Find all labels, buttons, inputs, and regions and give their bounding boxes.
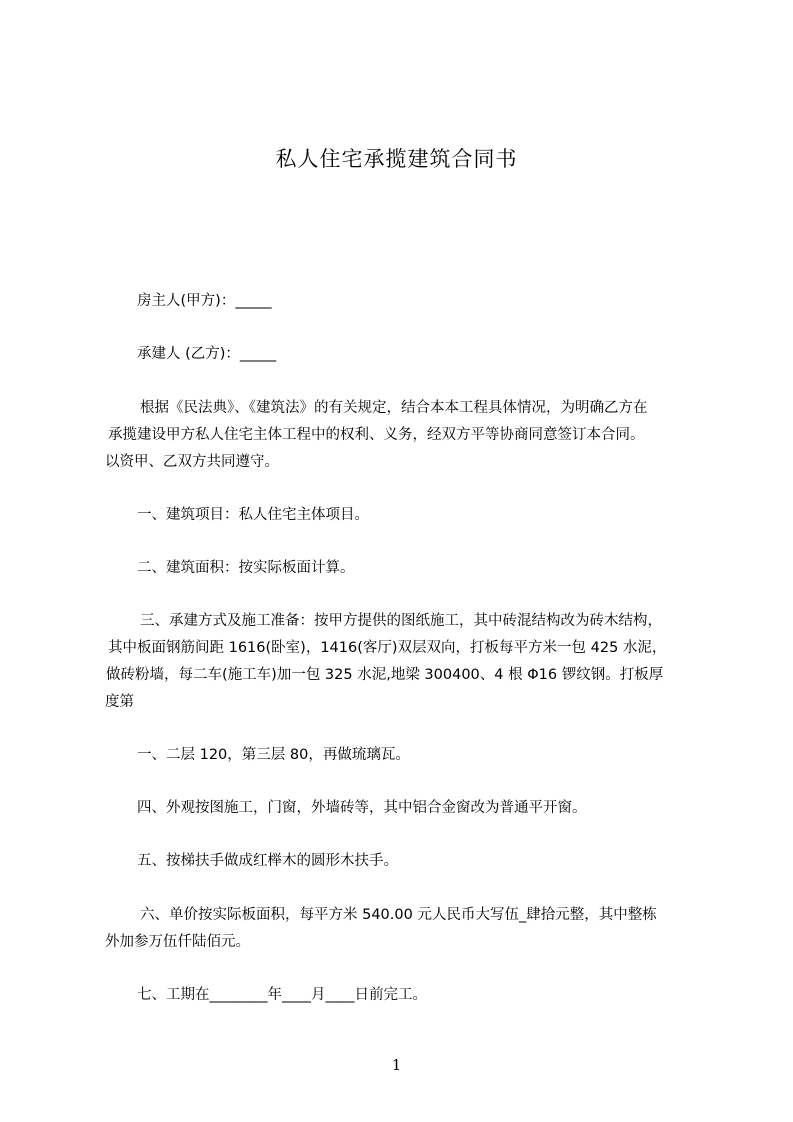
clause-3-line-1: 三、承建方式及施工准备：按甲方提供的图纸施工，其中砖混结构改为砖木结构， xyxy=(140,613,662,629)
clause-3-continuation: 一、二层 120，第三层 80，再做琉璃瓦。 xyxy=(137,747,410,763)
clause-7: 七、工期在________年____月____日前完工。 xyxy=(137,987,427,1003)
preamble-line-3: 以资甲、乙双方共同遵守。 xyxy=(105,454,279,470)
clause-3-line-2: 其中板面钢筋间距 1616(卧室)，1416(客厅)双层双向，打板每平方米一包 425 水泥， xyxy=(108,640,667,656)
party-b-line: 承建人 (乙方)：_____ xyxy=(137,346,277,362)
clause-2: 二、建筑面积：按实际板面计算。 xyxy=(137,560,355,576)
clause-3-line-3: 做砖粉墙，每二车(施工车)加一包 325 水泥,地梁 300400、4 根 Φ16 锣纹钢。打板厚 xyxy=(106,667,664,683)
page-number: 1 xyxy=(391,1056,402,1074)
clause-3-line-4: 度第 xyxy=(105,694,134,710)
preamble-line-2: 承揽建设甲方私人住宅主体工程中的权利、义务，经双方平等协商同意签订本合同。 xyxy=(108,427,645,443)
preamble-line-1: 根据《民法典》、《建筑法》的有关规定，结合本本工程具体情况，为明确乙方在 xyxy=(140,400,648,416)
document-title: 私人住宅承揽建筑合同书 xyxy=(275,147,518,171)
clause-6-line-1: 六、单价按实际板面积，每平方米 540.00 元人民币大写伍_肆拾元整，其中整栋 xyxy=(140,907,657,923)
clause-6-line-2: 外加参万伍仟陆佰元。 xyxy=(105,934,250,950)
clause-1: 一、建筑项目：私人住宅主体项目。 xyxy=(137,507,369,523)
clause-4: 四、外观按图施工，门窗，外墙砖等，其中铝合金窗改为普通平开窗。 xyxy=(137,800,587,816)
clause-5: 五、按梯扶手做成红榉木的圆形木扶手。 xyxy=(137,853,398,869)
party-a-line: 房主人(甲方)：_____ xyxy=(137,293,272,309)
